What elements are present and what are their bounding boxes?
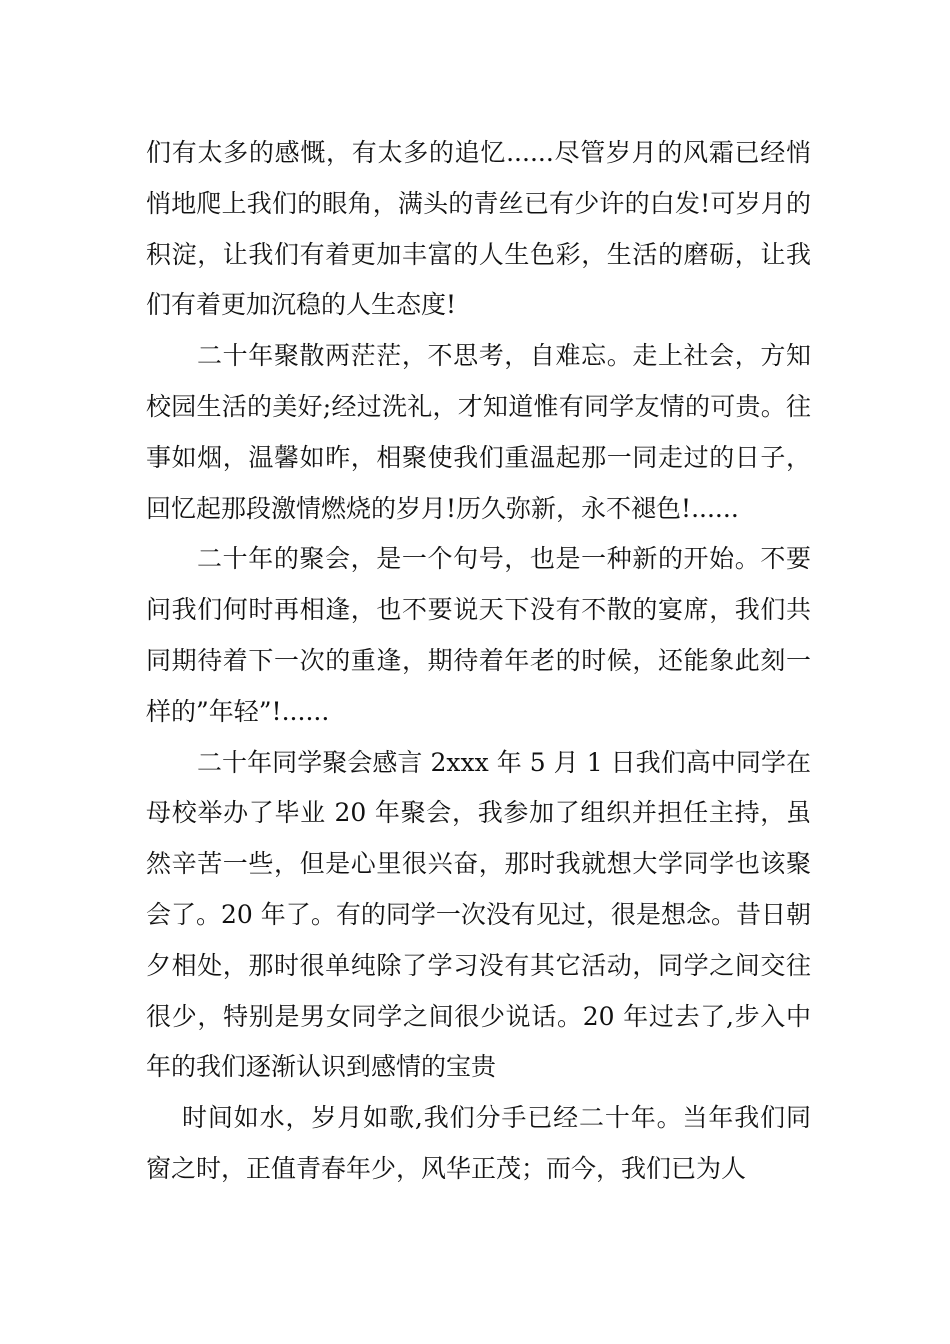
paragraph-1: 们有太多的感慨，有太多的追忆......尽管岁月的风霜已经悄悄地爬上我们的眼角，满头的青丝已有少许的白发!可岁月的积淀，让我们有着更加丰富的人生色彩，生活的磨砺，让我们有着更加沉稳的人生态度! (146, 138, 811, 320)
paragraph-3: 二十年的聚会，是一个句号，也是一种新的开始。不要问我们何时再相逢，也不要说天下没有不散的宴席，我们共同期待着下一次的重逢，期待着年老的时候，还能象此刻一样的”年轻”!...... (146, 544, 811, 726)
paragraph-2: 二十年聚散两茫茫，不思考，自难忘。走上社会，方知校园生活的美好;经过洗礼，才知道惟有同学友情的可贵。往事如烟，温馨如昨，相聚使我们重温起那一同走过的日子，回忆起那段激情燃烧的岁月!历久弥新，永不褪色!...... (146, 341, 811, 523)
document-body (146, 128, 811, 1195)
paragraph-5: 时间如水，岁月如歌,我们分手已经二十年。当年我们同窗之时，正值青春年少，风华正茂；而今，我们已为人 (146, 1103, 811, 1183)
paragraph-4: 二十年同学聚会感言 2xxx 年 5 月 1 日我们高中同学在母校举办了毕业 20 年聚会，我参加了组织并担任主持，虽然辛苦一些，但是心里很兴奋，那时我就想大学同学也该聚会了。20 年了。有的同学一次没有见过，很是想念。昔日朝夕相处，那时很单纯除了学习没有其它活动，同学之间交往很少，特别是男女同学之间很少说话。20 年过去了,步入中年的我们逐渐认识到感情的宝贵 (146, 747, 811, 1082)
